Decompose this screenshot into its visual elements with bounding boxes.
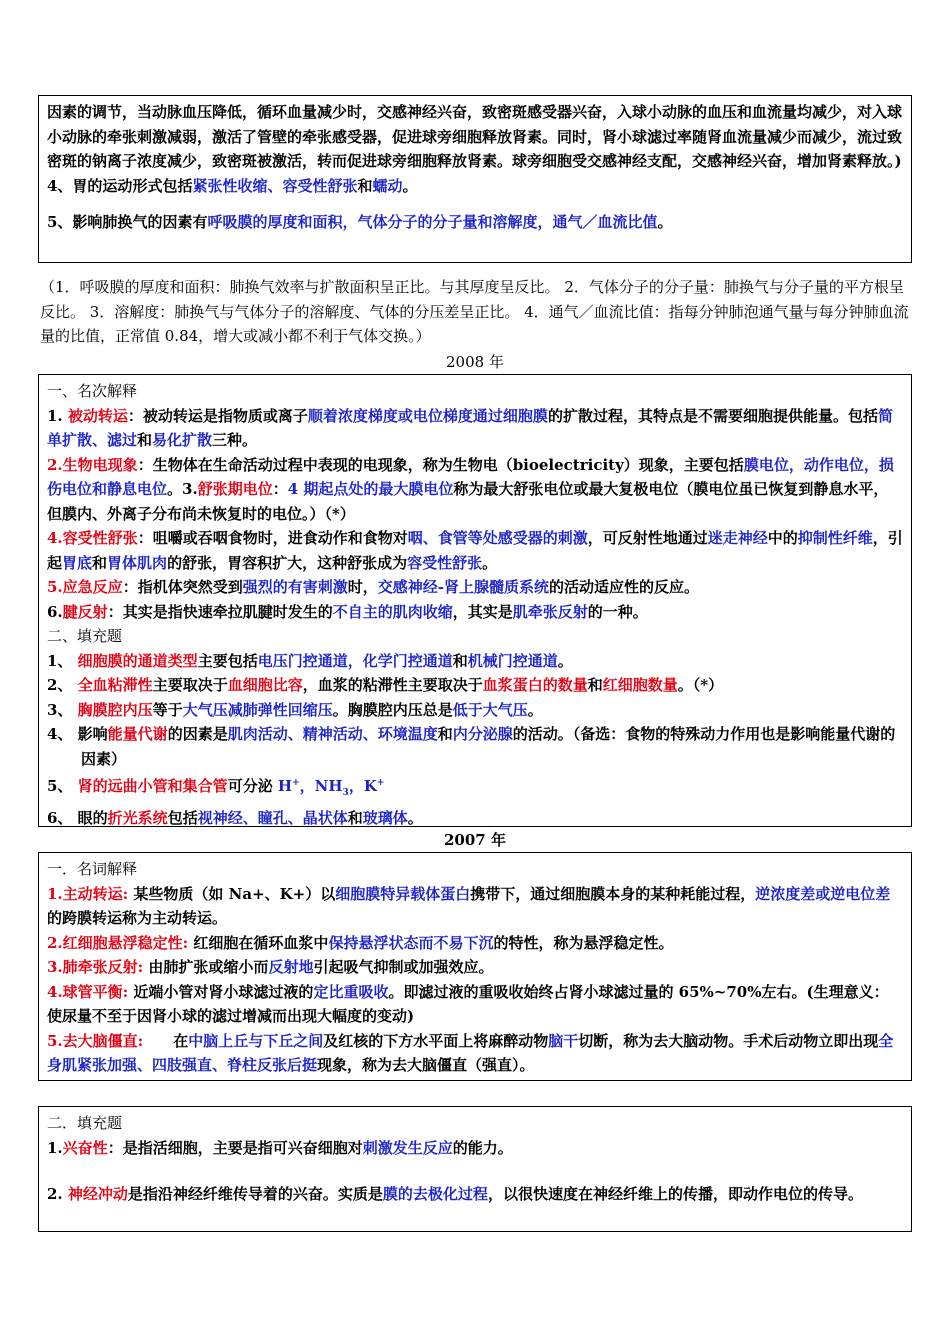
fill-excitability: 1.兴奋性：是指活细胞，主要是指可兴奋细胞对刺激发生反应的能力。: [47, 1138, 513, 1157]
item-gas-exchange: 5、影响肺换气的因素有呼吸膜的厚度和面积，气体分子的分子量和溶解度，通气／血流比值。: [47, 213, 673, 231]
heading-fill-2007: 二．填充题: [47, 1114, 123, 1132]
item-stomach-motility: 4、胃的运动形式包括紧张性收缩、容受性舒张和蠕动。: [47, 176, 418, 195]
def-emergency-reaction: 5.应急反应：指机体突然受到强烈的有害刺激时，交感神经-肾上腺髓质系统的活动适应性的反应。: [47, 578, 699, 596]
def-active-transport: 1.主动转运: 某些物质（如 Na+、K+）以细胞膜特异载体蛋白携带下，通过细胞膜本身的某种耗能过程，逆浓度差或逆电位差的跨膜转运称为主动转运。: [47, 884, 891, 927]
heading-fill: 二、填充题: [47, 627, 123, 645]
box-continuation: [38, 95, 912, 263]
def-glomerulotubular-balance: 4.球管平衡: 近端小管对肾小球滤过液的定比重吸收。即滤过液的重吸收始终占肾小球滤过量的 65%~70%左右。(生理意义：使尿量不至于因肾小球的滤过增减而出现大幅度的变动): [47, 982, 889, 1025]
fill-viscosity: 2、 全血粘滞性主要取决于血细胞比容，血浆的粘滞性主要取决于血浆蛋白的数量和红细胞数量。（*）: [47, 676, 724, 694]
fill-kidney-secretion: 5、 肾的远曲小管和集合管可分泌 H+，$NH_3$，K+: [47, 777, 385, 798]
fill-pleural-pressure: 3、 胸膜腔内压等于大气压减肺弹性回缩压。胸膜腔内压总是低于大气压。: [47, 700, 543, 719]
year-2007: 2007 年: [444, 831, 506, 849]
def-lung-stretch-reflex: 3.肺牵张反射: 由肺扩张或缩小而反射地引起吸气抑制或加强效应。: [47, 958, 494, 976]
def-suspension-stability: 2.红细胞悬浮稳定性: 红细胞在循环血浆中保持悬浮状态而不易下沉的特性，称为悬浮稳定性。: [47, 933, 674, 952]
fill-channels: 1、 细胞膜的通道类型主要包括电压门控通道，化学门控通道和机械门控通道。: [47, 651, 573, 670]
note-text: （1．呼吸膜的厚度和面积：肺换气效率与扩散面积呈正比。与其厚度呈反比。 2．气体分子的分子量：肺换气与分子量的平方根呈反比。 3．溶解度：肺换气与气体分子的溶解度、气体的分压差呈正比。 4．通气／血流比值：指每分钟肺泡通气量与每分钟肺血流量的比值，正常值 0.84，增大或减小都不利于气体交换。）: [40, 278, 909, 345]
fill-energy-metabolism: 4、 影响能量代谢的因素是肌肉活动、精神活动、环境温度和内分泌腺的活动。（备选：食物的特殊动力作用也是影响能量代谢的因素）: [47, 725, 896, 768]
def-passive-transport: 1. 被动转运：被动转运是指物质或离子顺着浓度梯度或电位梯度通过细胞膜的扩散过程，其特点是不需要细胞提供能量。包括简单扩散、滤过和易化扩散三种。: [47, 406, 893, 449]
def-decerebrate-rigidity: 5.去大脑僵直: 在中脑上丘与下丘之间及红核的下方水平面上将麻醉动物脑干切断，称为去大脑动物。手术后动物立即出现全身肌紧张加强、四肢强直、脊柱反张后挺现象，称为去大脑僵直（强直）。: [47, 1031, 894, 1074]
year-2008: 2008 年: [446, 353, 504, 371]
fill-refractive-system: 6、 眼的折光系统包括视神经、瞳孔、晶状体和玻璃体。: [47, 808, 423, 827]
box-2007-fill: [38, 1106, 912, 1232]
def-tendon-reflex: 6.腱反射：其实是指快速牵拉肌腱时发生的不自主的肌肉收缩，其实是肌牵张反射的一种。: [47, 602, 648, 621]
heading-definitions-2007: 一．名词解释: [47, 860, 138, 878]
paragraph-renin: 因素的调节，当动脉血压降低，循环血量减少时，交感神经兴奋，致密斑感受器兴奋，入球小动脉的血压和血流量均减少，对入球小动脉的牵张刺激减弱，激活了管壁的牵张感受器，促进球旁细胞释放肾素。同时，肾小球滤过率随肾血流量减少而减少，流过致密斑的钠离子浓度减少，致密斑被激活，转而促进球旁细胞释放肾素。球旁细胞受交感神经支配，交感神经兴奋，增加肾素释放。): [47, 103, 903, 170]
box-2008: [38, 374, 912, 827]
box-2007-definitions: [38, 852, 912, 1081]
fill-nerve-impulse: 2. 神经冲动是指沿神经纤维传导着的兴奋。实质是膜的去极化过程，以很快速度在神经纤维上的传播，即动作电位的传导。: [47, 1185, 863, 1203]
heading-definitions: 一、名次解释: [47, 382, 138, 400]
note-paragraph: [40, 275, 912, 349]
def-receptive-relaxation: 4.容受性舒张：咀嚼或吞咽食物时，进食动作和食物对咽、食管等处感受器的刺激，可反射性地通过迷走神经中的抑制性纤维，引起胃底和胃体肌肉的舒张，胃容积扩大，这种舒张成为容受性舒张。: [47, 529, 903, 572]
def-bioelectric: 2.生物电现象：生物体在生命活动过程中表现的电现象，称为生物电（bioelectricity）现象，主要包括膜电位，动作电位，损伤电位和静息电位。3.舒张期电位：4 期起点处的最大膜电位称为最大舒张电位或最大复极电位（膜电位虽已恢复到静息水平，但膜内、外离子分布尚未恢复时的电位。）（*）: [47, 455, 894, 523]
